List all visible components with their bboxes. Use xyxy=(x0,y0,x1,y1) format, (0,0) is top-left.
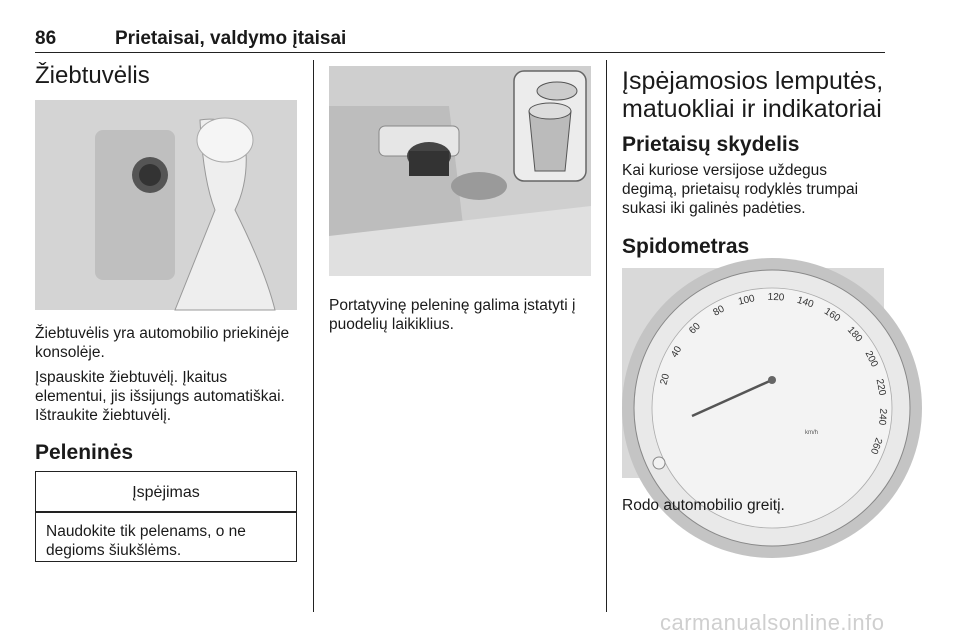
cluster-text-line1: Kai kuriose versijose uždegus xyxy=(622,162,828,179)
speedo-tick-160: 160 xyxy=(822,306,843,325)
ashtray-image xyxy=(329,66,591,276)
speedo-tick-40: 40 xyxy=(669,344,685,360)
lighter-image xyxy=(35,100,297,310)
speedo-tick-240: 240 xyxy=(876,408,889,426)
speedo-unit: km/h xyxy=(805,430,819,436)
speedo-tick-80: 80 xyxy=(711,303,727,319)
lighter-location-text: Žiebtuvėlis yra automobilio priekinėje konsolėje. xyxy=(35,325,290,361)
speedo-tick-60: 60 xyxy=(687,320,703,337)
speedo-tick-20: 20 xyxy=(658,372,673,387)
cluster-text-line3: sukasi iki galinės padėties. xyxy=(622,200,806,217)
footer-watermark: carmanualsonline.info xyxy=(660,610,885,635)
warning-text: Naudokite tik pelenams, o ne degioms šiukšlėms. xyxy=(46,523,246,559)
warning-box xyxy=(35,471,297,562)
speedometer-image xyxy=(622,268,889,478)
warning-lights-heading-line1: Įspėjamosios lemputės, xyxy=(622,67,884,95)
speedo-tick-140: 140 xyxy=(795,294,815,311)
speedo-tick-120: 120 xyxy=(767,291,785,304)
lighter-usage-line2: elementui, jis išsijungs automatiškai. xyxy=(35,388,285,405)
instrument-cluster-heading: Prietaisų skydelis xyxy=(622,133,800,156)
lighter-usage-line3: Ištraukite žiebtuvėlį. xyxy=(35,407,172,424)
page-header xyxy=(35,28,885,53)
lighter-usage-line1: Įspauskite žiebtuvėlį. Įkaitus xyxy=(35,369,228,386)
speedo-tick-260: 260 xyxy=(867,436,884,456)
warning-lights-heading-line2: matuokliai ir indikatoriai xyxy=(622,95,882,123)
lighter-heading: Žiebtuvėlis xyxy=(35,62,150,89)
cluster-text-line2: degimą, prietaisų rodyklės trumpai xyxy=(622,181,859,198)
warning-divider xyxy=(36,511,296,513)
speedo-tick-200: 200 xyxy=(862,349,880,370)
page-number: 86 xyxy=(35,28,57,49)
chapter-title: Prietaisai, valdymo įtaisai xyxy=(115,28,347,49)
warning-title: Įspėjimas xyxy=(132,484,200,501)
speedo-tick-180: 180 xyxy=(844,324,865,345)
column-divider-2 xyxy=(606,60,607,612)
speedometer-text: Rodo automobilio greitį. xyxy=(622,497,785,514)
speedo-tick-100: 100 xyxy=(737,293,756,308)
speedometer-heading: Spidometras xyxy=(622,235,750,258)
ashtrays-heading: Peleninės xyxy=(35,441,134,464)
speedo-tick-220: 220 xyxy=(873,378,888,397)
column-divider-1 xyxy=(313,60,314,612)
portable-ashtray-text: Portatyvinę peleninę galima įstatyti į puodelių laikiklius. xyxy=(329,297,576,333)
